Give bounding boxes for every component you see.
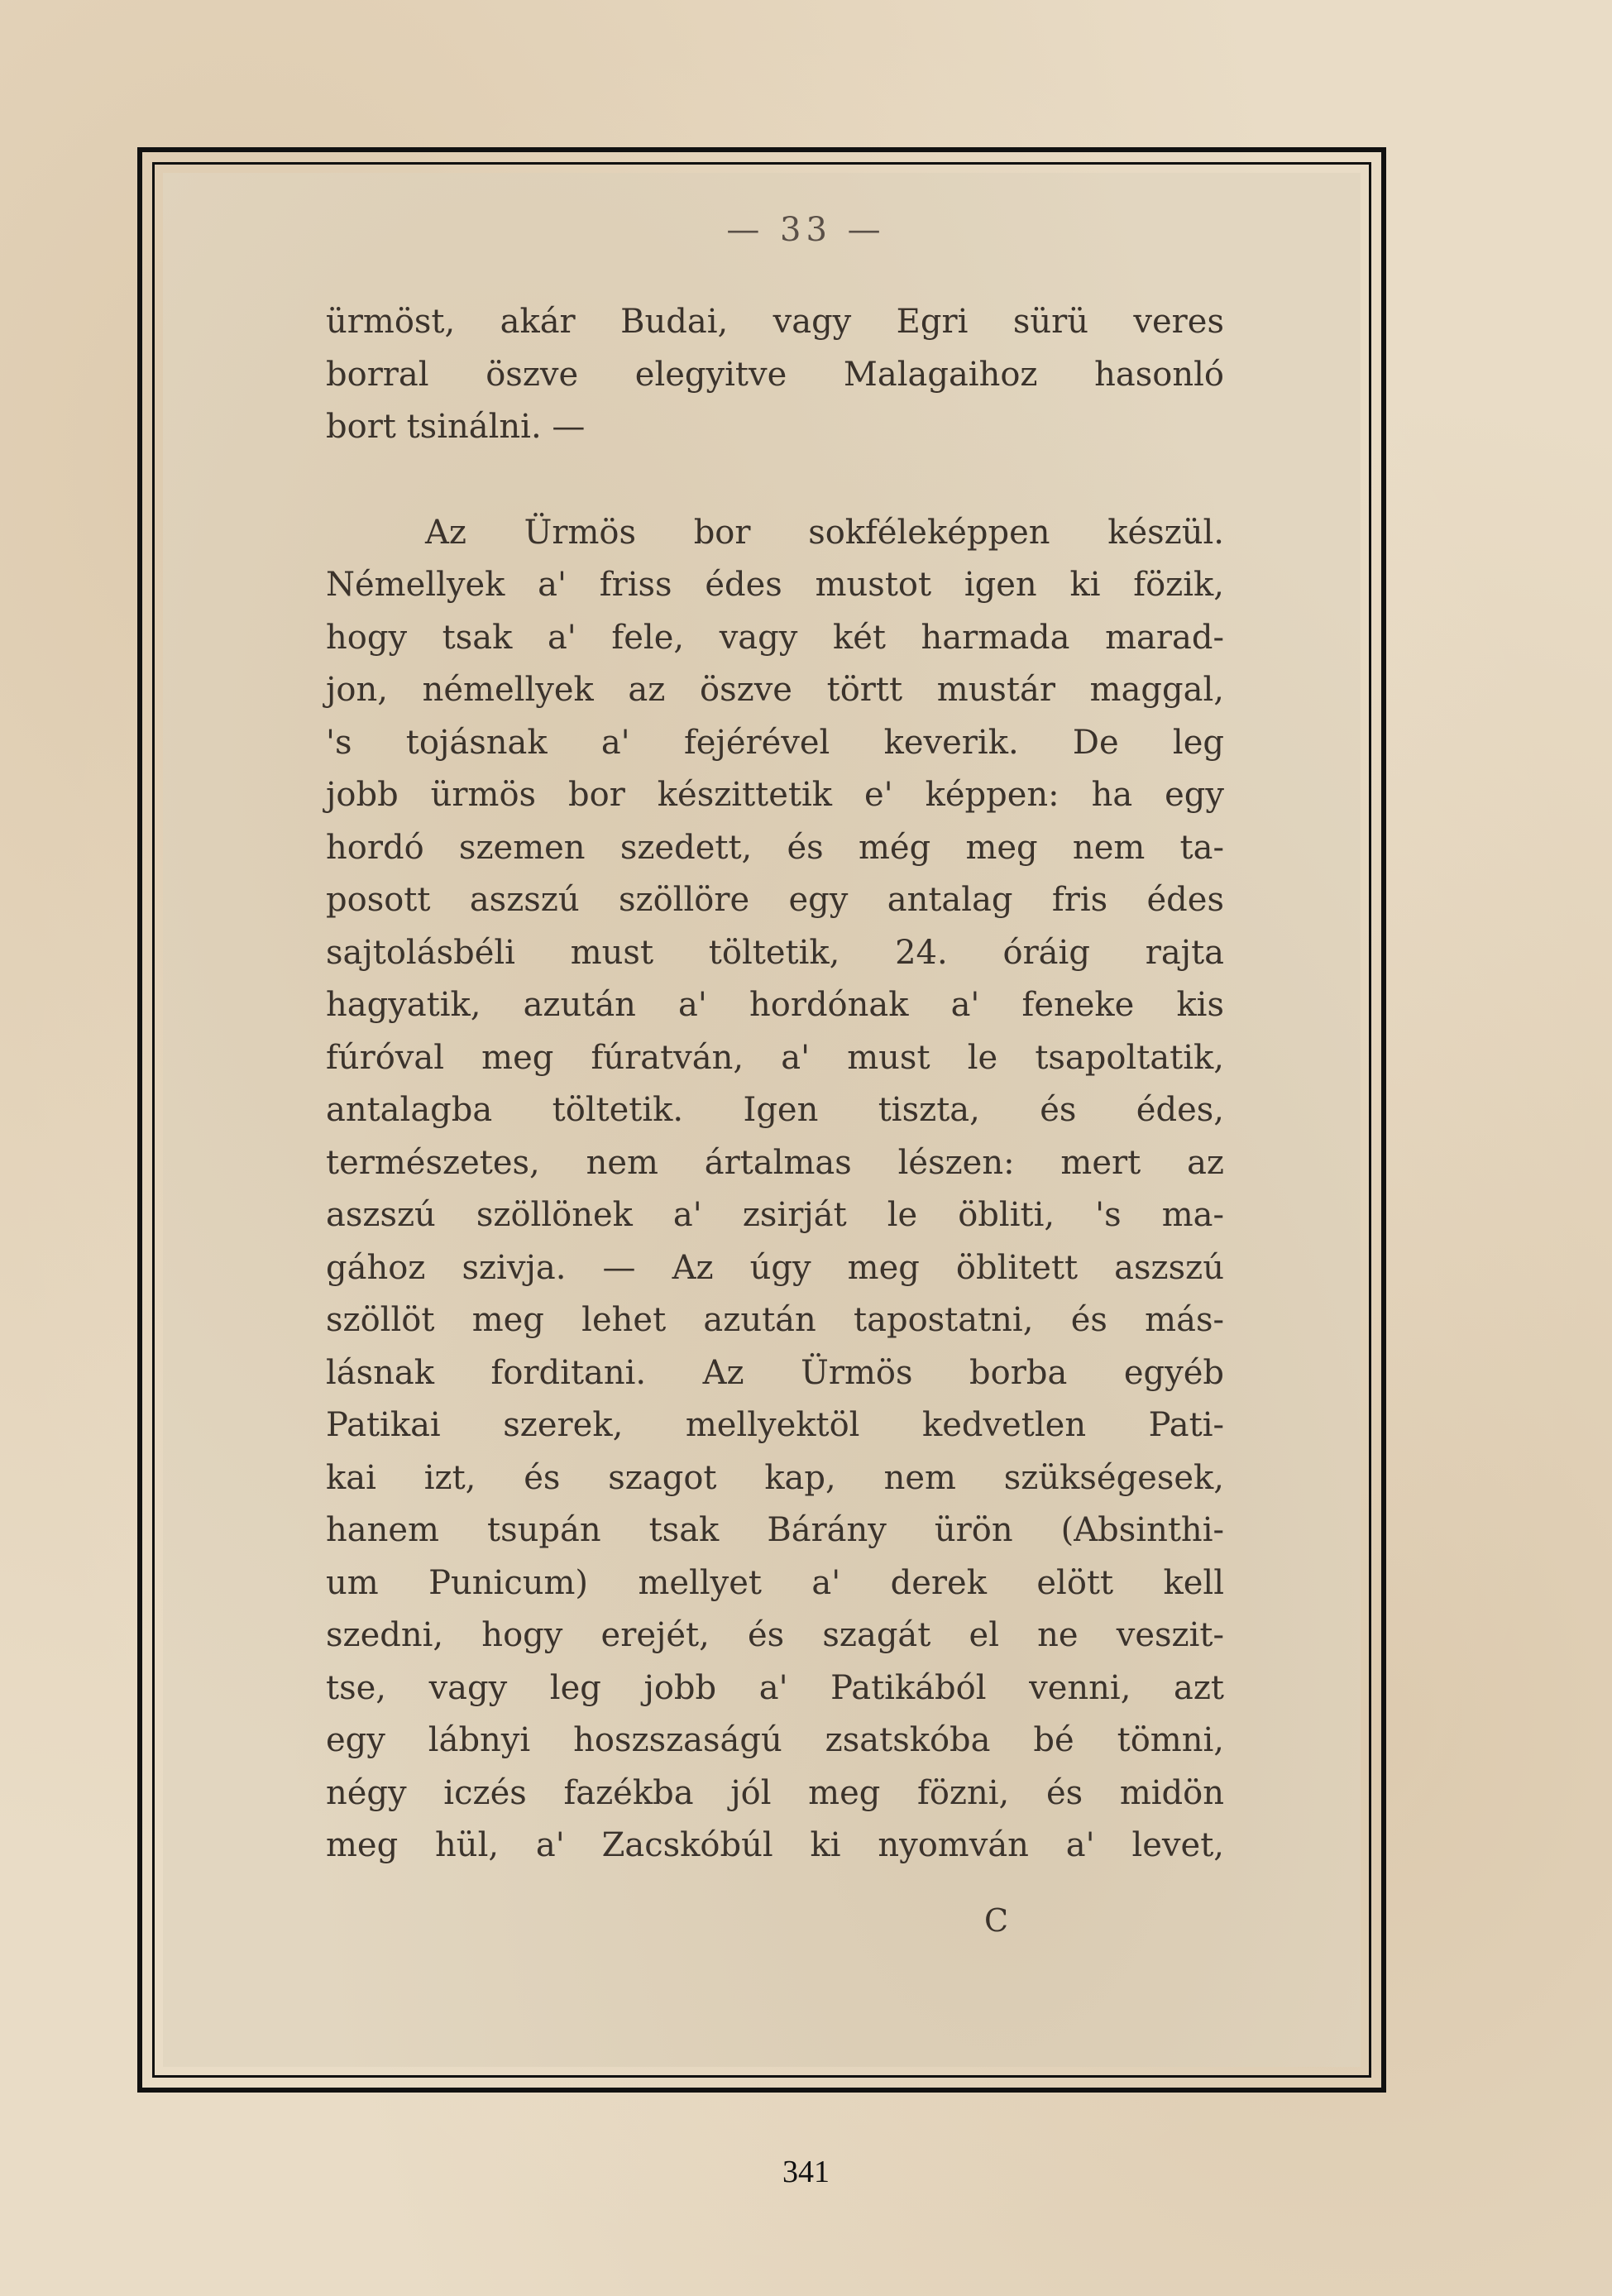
- folio: — 33 —: [726, 211, 886, 249]
- text-line: um Punicum) mellyet a' derek elött kell: [326, 1563, 1224, 1602]
- text-line: jobb ürmös bor készittetik e' képpen: ha egy: [326, 776, 1224, 814]
- text-line: gához szivja. — Az úgy meg öblitett aszszú: [326, 1248, 1224, 1287]
- text-line: meg hül, a' Zacskóbúl ki nyomván a' levet,: [326, 1826, 1224, 1864]
- text-line: bort tsinálni. —: [326, 408, 586, 446]
- catchword: C: [984, 1902, 1009, 1939]
- text-line: jon, némellyek az öszve törtt mustár maggal,: [326, 671, 1224, 709]
- text-line: posott aszszú szöllöre egy antalag fris édes: [326, 881, 1224, 919]
- page-number: 341: [782, 2155, 830, 2189]
- body-text: [326, 296, 1224, 1873]
- text-line: természetes, nem ártalmas lészen: mert az: [326, 1143, 1224, 1182]
- text-line: négy iczés fazékba jól meg fözni, és midön: [326, 1773, 1224, 1812]
- text-line: ürmöst, akár Budai, vagy Egri sürü veres: [326, 303, 1224, 341]
- text-line: borral öszve elegyitve Malagaihoz hasonló: [326, 355, 1224, 394]
- text-line: tse, vagy leg jobb a' Patikából venni, azt: [326, 1668, 1224, 1707]
- text-line: hogy tsak a' fele, vagy két harmada marad-: [326, 618, 1224, 657]
- text-line: hordó szemen szedett, és még meg nem ta-: [326, 828, 1224, 867]
- text-line: hanem tsupán tsak Bárány ürön (Absinthi-: [326, 1511, 1224, 1549]
- text-line: egy lábnyi hoszszaságú zsatskóba bé tömni,: [326, 1721, 1224, 1759]
- text-line: antalagba töltetik. Igen tiszta, és édes,: [326, 1091, 1224, 1129]
- text-line: kai izt, és szagot kap, nem szükségesek,: [326, 1458, 1224, 1497]
- text-line: Az Ürmös bor sokféleképpen készül.: [425, 513, 1224, 552]
- text-line: aszszú szöllönek a' zsirját le öbliti, 's ma-: [326, 1196, 1224, 1234]
- text-line: szöllöt meg lehet azután tapostatni, és más-: [326, 1301, 1224, 1339]
- text-line: szedni, hogy erejét, és szagát el ne veszit-: [326, 1616, 1224, 1654]
- text-line: hagyatik, azután a' hordónak a' feneke kis: [326, 986, 1224, 1024]
- text-line: fúróval meg fúratván, a' must le tsapoltatik,: [326, 1038, 1224, 1077]
- text-line: Némellyek a' friss édes mustot igen ki fözik,: [326, 566, 1224, 604]
- text-line: Patikai szerek, mellyektöl kedvetlen Pati-: [326, 1406, 1224, 1444]
- text-line: 's tojásnak a' fejérével keverik. De leg: [326, 723, 1224, 762]
- text-line: lásnak forditani. Az Ürmös borba egyéb: [326, 1353, 1224, 1392]
- text-line: sajtolásbéli must töltetik, 24. óráig rajta: [326, 933, 1224, 972]
